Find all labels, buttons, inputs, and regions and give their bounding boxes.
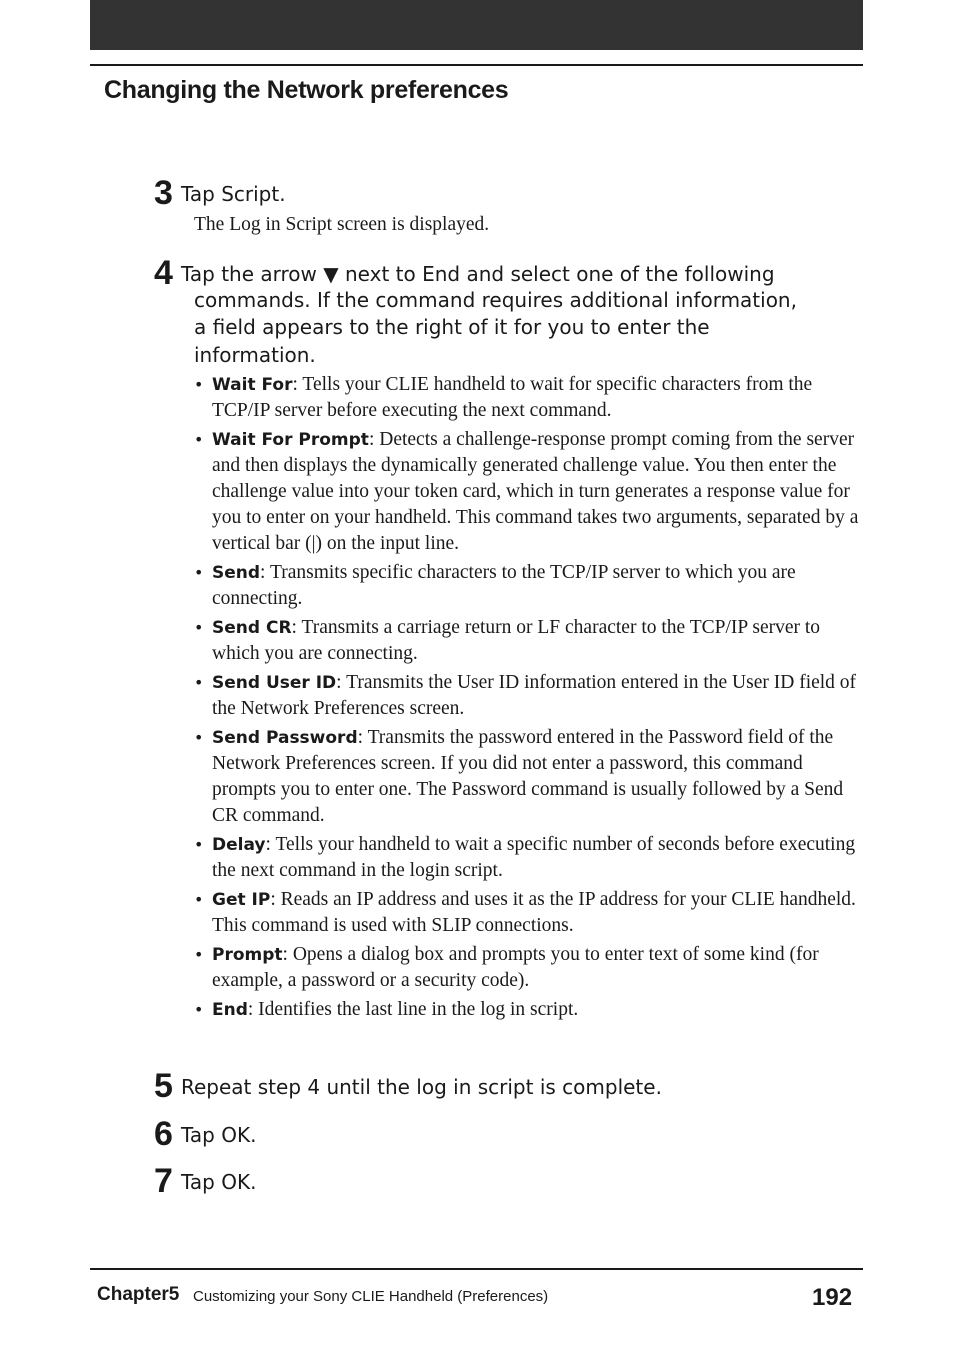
command-term: Send CR	[212, 618, 292, 638]
step-text: Tap OK.	[181, 1123, 257, 1147]
bullet: •	[194, 673, 204, 692]
footer-description: Customizing your Sony CLIE Handheld (Preferences)	[193, 1288, 549, 1305]
step-4-line: information.	[194, 343, 316, 367]
bullet: •	[194, 430, 204, 449]
step-4-line: a field appears to the right of it for you to enter the	[194, 315, 710, 339]
step-text: Tap OK.	[181, 1170, 257, 1194]
footer-chapter: Chapter5	[97, 1284, 180, 1305]
list-item	[194, 832, 869, 884]
bullet: •	[194, 728, 204, 747]
step-3	[154, 174, 286, 212]
command-description: : Transmits the password entered in the Password field of the Network Preferences screen. If you did not enter a password, this command prompts you to enter one. The Password command is usually followed by a Send CR command.	[212, 727, 844, 826]
command-list	[194, 372, 869, 1026]
list-item	[194, 372, 869, 424]
step-4	[154, 254, 775, 292]
page-number: 192	[812, 1284, 853, 1311]
step-number: 6	[154, 1115, 173, 1153]
command-description: : Detects a challenge-response prompt coming from the server and then displays the dynamically generated challenge value. You then enter the challenge value into your token card, which in turn generates a response value for you to enter on your handheld. This command takes two arguments, separated by a vertical bar (|) on the input line.	[212, 429, 859, 554]
section-title: Changing the Network preferences	[104, 76, 509, 104]
command-description: : Transmits specific characters to the TCP/IP server to which you are connecting.	[212, 562, 796, 609]
bullet: •	[194, 890, 204, 909]
header-divider	[90, 64, 863, 66]
command-term: Send User ID	[212, 673, 337, 693]
list-item	[194, 560, 869, 612]
step-number: 4	[154, 254, 173, 292]
step-3-note: The Log in Script screen is displayed.	[194, 214, 490, 235]
command-description: : Transmits a carriage return or LF character to the TCP/IP server to which you are connecting.	[212, 617, 821, 664]
bullet: •	[194, 835, 204, 854]
command-description: : Identifies the last line in the log in script.	[247, 999, 579, 1020]
command-term: Prompt	[212, 945, 283, 965]
step-4-line: commands. If the command requires additional information,	[194, 288, 797, 312]
step-text: Tap the arrow ▼ next to End and select one of the following	[181, 262, 775, 286]
list-item	[194, 997, 869, 1023]
header-bar	[90, 0, 863, 50]
list-item	[194, 670, 869, 722]
command-description: : Reads an IP address and uses it as the IP address for your CLIE handheld. This command is used with SLIP connections.	[212, 889, 856, 936]
step-6	[154, 1115, 257, 1153]
step-7	[154, 1162, 257, 1200]
step-text: Tap Script.	[181, 182, 286, 206]
list-item	[194, 427, 869, 557]
command-term: Get IP	[212, 890, 271, 910]
command-term: Delay	[212, 835, 266, 855]
step-number: 3	[154, 174, 173, 212]
step-number: 5	[154, 1067, 173, 1105]
command-description: : Transmits the User ID information entered in the User ID field of the Network Preferences screen.	[212, 672, 857, 719]
step-text: Repeat step 4 until the log in script is complete.	[181, 1075, 662, 1099]
command-description: : Opens a dialog box and prompts you to enter text of some kind (for example, a password or a security code).	[212, 944, 819, 991]
list-item	[194, 615, 869, 667]
command-term: Wait For Prompt	[212, 430, 369, 450]
bullet: •	[194, 618, 204, 637]
step-5	[154, 1067, 662, 1105]
bullet: •	[194, 1000, 204, 1019]
bullet: •	[194, 375, 204, 394]
command-term: Send Password	[212, 728, 358, 748]
command-description: : Tells your handheld to wait a specific number of seconds before executing the next command in the login script.	[212, 834, 856, 881]
step-number: 7	[154, 1162, 173, 1200]
list-item	[194, 887, 869, 939]
list-item	[194, 942, 869, 994]
footer-divider	[90, 1268, 863, 1270]
command-description: : Tells your CLIE handheld to wait for specific characters from the TCP/IP server before executing the next command.	[212, 374, 813, 421]
bullet: •	[194, 945, 204, 964]
command-term: Send	[212, 563, 261, 583]
command-term: Wait For	[212, 375, 293, 395]
command-term: End	[212, 1000, 248, 1020]
bullet: •	[194, 563, 204, 582]
list-item	[194, 725, 869, 829]
